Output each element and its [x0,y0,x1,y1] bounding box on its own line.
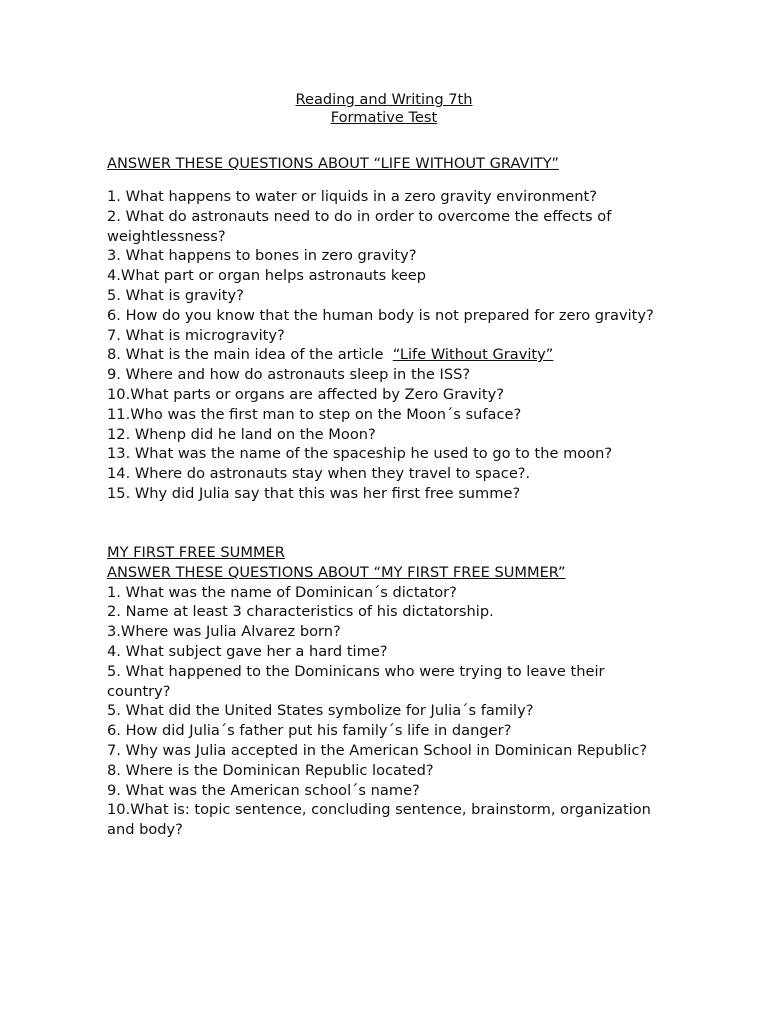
question-item: 11.Who was the first man to step on the Moon´s suface? [107,405,522,423]
question-item: 9. What was the American school´s name? [107,781,420,799]
document-title: Reading and Writing 7th [295,91,473,108]
section1-question-list [107,187,667,504]
document-subtitle: Formative Test [330,109,438,126]
question-item: 4.What part or organ helps astronauts keep [107,267,427,285]
question-item: 8. Where is the Dominican Republic located? [107,761,434,779]
article-title-link: “Life Without Gravity” [392,346,554,364]
question-item: 12. Whenp did he land on the Moon? [107,425,376,443]
question-item: 3. What happens to bones in zero gravity? [107,247,417,265]
question-item: 7. Why was Julia accepted in the American School in Dominican Republic? [107,741,648,759]
question-item: 9. Where and how do astronauts sleep in the ISS? [107,366,471,384]
question-item: 10.What is: topic sentence, concluding sentence, brainstorm, organization and body? [107,801,651,839]
question-item: 15. Why did Julia say that this was her first free summe? [107,484,521,502]
question-item: 2. What do astronauts need to do in order to overcome the effects of weightlessness? [107,207,612,245]
section2-heading: ANSWER THESE QUESTIONS ABOUT “MY FIRST FREE SUMMER” [107,563,566,581]
question-item: 4. What subject gave her a hard time? [107,642,388,660]
question-item: 10.What parts or organs are affected by Zero Gravity? [107,385,504,403]
question-item: 13. What was the name of the spaceship he used to go to the moon? [107,445,613,463]
question-item: 1. What happens to water or liquids in a zero gravity environment? [107,188,597,205]
question-item: 5. What happened to the Dominicans who were trying to leave their country? [107,662,605,700]
question-item: 6. How did Julia´s father put his family´s life in danger? [107,722,512,740]
question-item: 6. How do you know that the human body is not prepared for zero gravity? [107,306,654,324]
question-item: 5. What is gravity? [107,286,244,304]
section2-title: MY FIRST FREE SUMMER [107,544,285,561]
section-my-first-free-summer [107,543,667,840]
question-text: 8. What is the main idea of the article [107,346,384,364]
question-item: 7. What is microgravity? [107,326,285,344]
question-item: 1. What was the name of Dominican´s dictator? [107,583,457,601]
question-item: 3.Where was Julia Alvarez born? [107,623,341,641]
question-item: 2. Name at least 3 characteristics of his dictatorship. [107,603,494,621]
question-item: 14. Where do astronauts stay when they travel to space?. [107,465,531,483]
question-item: 5. What did the United States symbolize for Julia´s family? [107,702,534,720]
question-item [107,345,667,365]
section1-heading: ANSWER THESE QUESTIONS ABOUT “LIFE WITHOUT GRAVITY” [107,155,559,172]
section-life-without-gravity [107,154,667,174]
